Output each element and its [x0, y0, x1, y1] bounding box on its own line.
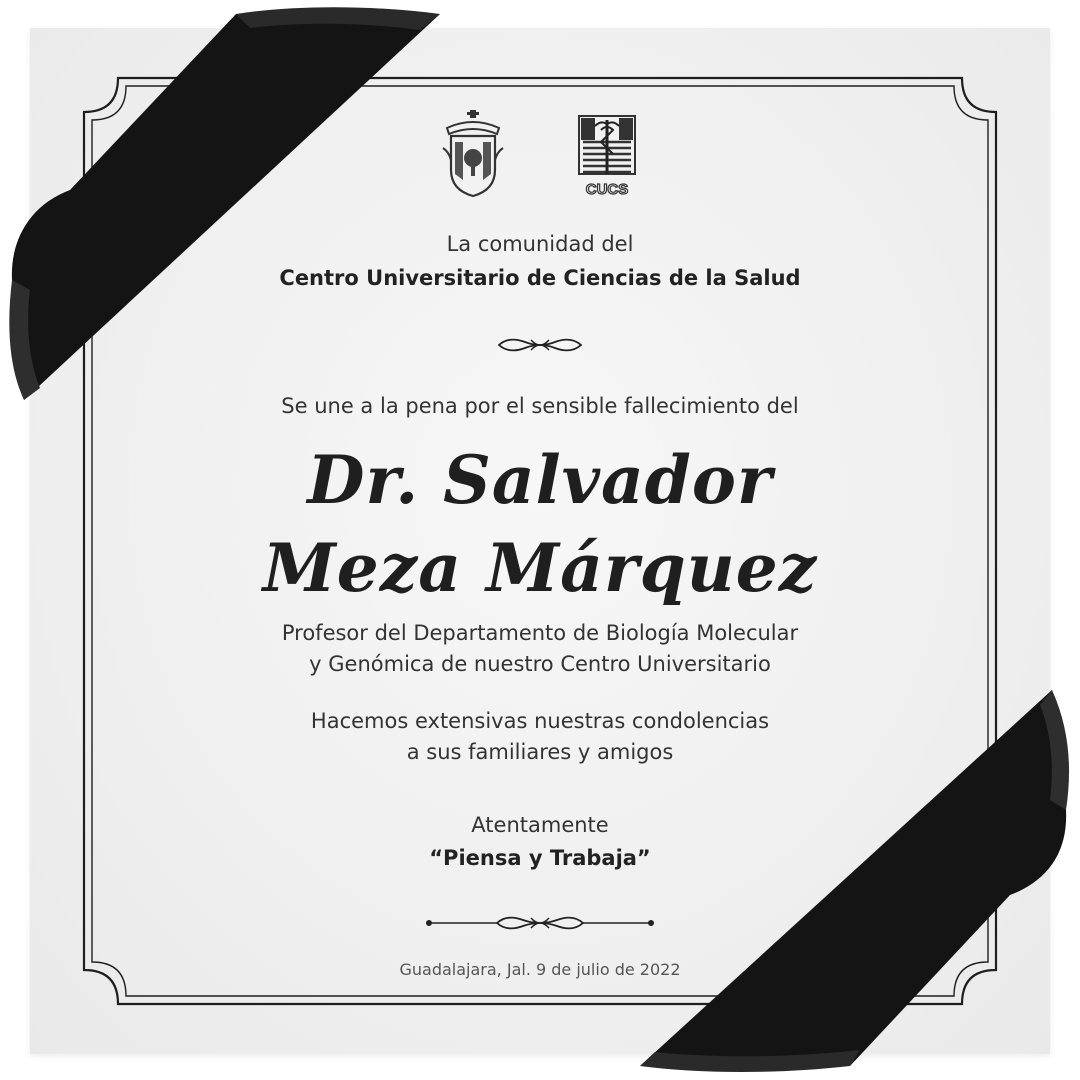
- condolences-line1: Hacemos extensivas nuestras condolencias: [310, 709, 770, 733]
- condolences-text: [0, 706, 1080, 768]
- ornament-divider-top: [0, 334, 1080, 356]
- condolences-line2: a sus familiares y amigos: [406, 740, 674, 764]
- date-text: Guadalajara, Jal. 9 de julio de 2022: [399, 960, 681, 979]
- university-coat-of-arms-icon: [441, 108, 505, 200]
- flourish-line-icon: [425, 912, 655, 934]
- motto-text: “Piensa y Trabaja”: [429, 846, 651, 870]
- intro-text: La comunidad del: [446, 232, 634, 256]
- profession-text: [0, 618, 1080, 680]
- logos-row: [0, 108, 1080, 200]
- ornament-divider-bottom: [0, 912, 1080, 934]
- cucs-logo-text: CUCS: [585, 181, 629, 198]
- condolence-line: Se une a la pena por el sensible fallecimiento del: [281, 394, 799, 418]
- center-name: Centro Universitario de Ciencias de la Salud: [279, 266, 801, 290]
- deceased-name-line2: Meza Márquez: [262, 529, 818, 607]
- flourish-icon: [495, 334, 585, 356]
- closing-text: Atentamente: [471, 813, 609, 837]
- cucs-logo-icon: [575, 108, 639, 200]
- deceased-name-line1: Dr. Salvador: [307, 441, 773, 519]
- profession-line2: y Genómica de nuestro Centro Universitario: [309, 652, 771, 676]
- profession-line1: Profesor del Departamento de Biología Molecular: [281, 621, 799, 645]
